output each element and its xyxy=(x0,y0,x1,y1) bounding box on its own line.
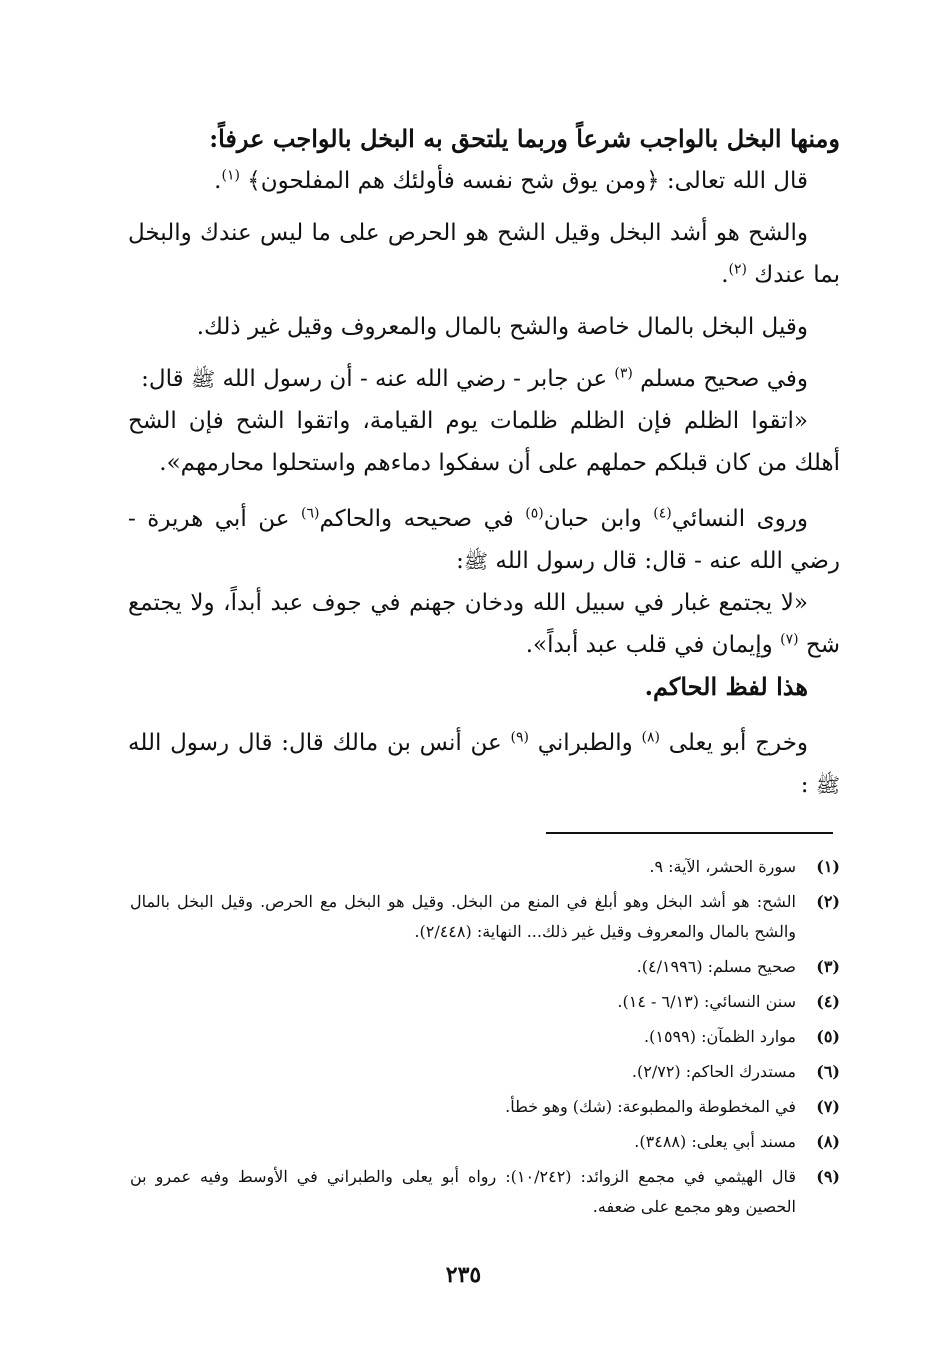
footnote-ref-9[interactable]: (٩) xyxy=(510,729,529,746)
footnote-item xyxy=(130,1162,840,1222)
footnote-item xyxy=(130,887,840,947)
quran-verse: قال الله تعالى: ﴿ومن يوق شح نفسه فأولئك هم المفلحون﴾ xyxy=(247,168,808,194)
definition-paragraph: والشح هو أشد البخل وقيل الشح هو الحرص على ما ليس عندك والبخل بما عندك $^{(٢)}$. xyxy=(128,220,840,288)
footnote-ref-8[interactable]: (٨) xyxy=(641,729,660,746)
footnote-number: (٣) xyxy=(816,957,840,976)
footnote-ref-1[interactable]: (١) xyxy=(221,167,240,184)
salawat-symbol: ﷺ xyxy=(815,773,840,797)
footnote-item xyxy=(130,952,840,982)
footnote-ref-7[interactable]: (٧) xyxy=(780,631,799,648)
footnote-item xyxy=(130,987,840,1017)
section-heading: ومنها البخل بالواجب شرعاً وربما يلتحق به البخل بالواجب عرفاً: xyxy=(209,124,840,153)
footnotes xyxy=(130,852,840,1227)
footnote-text: سنن النسائي: (٦/١٣ - ١٤). xyxy=(617,992,796,1011)
abu-yala-citation-paragraph: وخرج أبو يعلى $^{(٨)}$ والطبراني $^{(٩)}$ عن أنس بن مالك قال: قال رسول الله ﷺ : xyxy=(128,729,840,798)
salawat-symbol: ﷺ xyxy=(190,367,216,391)
footnote-text: موارد الظمآن: (١٥٩٩). xyxy=(644,1027,796,1046)
footnote-item xyxy=(130,1022,840,1052)
footnote-ref-2[interactable]: (٢) xyxy=(728,261,747,278)
footnote-item xyxy=(130,1057,840,1087)
hadith-2: «لا يجتمع غبار في سبيل الله ودخان جهنم في جوف عبد أبداً، ولا يجتمع شح $^{(٧)}$ وإيمان في قلب عبد أبداً». xyxy=(128,590,840,658)
footnote-ref-6[interactable]: (٦) xyxy=(300,505,320,522)
footnote-text: مستدرك الحاكم: (٢/٧٢). xyxy=(631,1062,796,1081)
footnote-text: سورة الحشر، الآية: ٩. xyxy=(649,857,796,876)
footnote-number: (٥) xyxy=(816,1027,840,1046)
definition-text: والشح هو أشد البخل وقيل الشح هو الحرص على ما ليس عندك والبخل بما عندك xyxy=(128,220,840,288)
opinion-paragraph: وقيل البخل بالمال خاصة والشح بالمال والمعروف وقيل غير ذلك. xyxy=(196,314,808,340)
footnote-number: (٨) xyxy=(816,1132,840,1151)
footnote-text: في المخطوطة والمطبوعة: (شك) وهو خطأ. xyxy=(505,1097,796,1116)
nasai-citation-paragraph: وروى النسائي$^{(٤)}$ وابن حبان$^{(٥)}$ في صحيحه والحاكم$^{(٦)}$ عن أبي هريرة - رضي الله عنه - قال: قال رسول الله ﷺ: xyxy=(128,505,840,574)
footnote-ref-3[interactable]: (٣) xyxy=(614,365,633,382)
footnote-ref-5[interactable]: (٥) xyxy=(525,505,544,522)
footnote-divider xyxy=(546,832,833,834)
footnote-text: مسند أبي يعلى: (٣٤٨٨). xyxy=(634,1132,796,1151)
footnote-item xyxy=(130,852,840,882)
footnote-number: (٧) xyxy=(816,1097,840,1116)
footnote-item xyxy=(130,1092,840,1122)
footnote-number: (٩) xyxy=(816,1167,840,1186)
footnote-text: الشح: هو أشد البخل وهو أبلغ في المنع من البخل. وقيل هو البخل مع الحرص. وقيل البخل بالمال والشح بالمال والمعروف وقيل غير ذلك... النهاية: (٢/٤٤٨). xyxy=(130,892,796,941)
footnote-number: (١) xyxy=(816,857,840,876)
footnote-text: قال الهيثمي في مجمع الزوائد: (١٠/٢٤٢): رواه أبو يعلى والطبراني في الأوسط وفيه عمرو بن الحصين وهو مجمع على ضعفه. xyxy=(130,1167,797,1216)
hakim-wording-note: هذا لفظ الحاكم. xyxy=(644,672,808,701)
footnote-number: (٤) xyxy=(816,992,840,1011)
quran-verse-paragraph: قال الله تعالى: ﴿ومن يوق شح نفسه فأولئك هم المفلحون﴾ $^{(١)}$. xyxy=(214,167,808,194)
footnote-number: (٦) xyxy=(816,1062,840,1081)
main-text xyxy=(128,118,840,806)
footnote-number: (٢) xyxy=(816,892,840,911)
footnote-ref-4[interactable]: (٤) xyxy=(653,505,672,522)
salawat-symbol: ﷺ xyxy=(463,549,489,573)
page-number: ٢٣٥ xyxy=(445,1262,482,1288)
hadith-1: «اتقوا الظلم فإن الظلم ظلمات يوم القيامة، واتقوا الشح فإن الشح أهلك من كان قبلكم حملهم على أن سفكوا دماءهم واستحلوا محارمهم». xyxy=(128,408,840,476)
muslim-citation-paragraph: وفي صحيح مسلم $^{(٣)}$ عن جابر - رضي الله عنه - أن رسول الله ﷺ قال: xyxy=(141,365,808,392)
footnote-item xyxy=(130,1127,840,1157)
footnote-text: صحيح مسلم: (٤/١٩٩٦). xyxy=(636,957,796,976)
